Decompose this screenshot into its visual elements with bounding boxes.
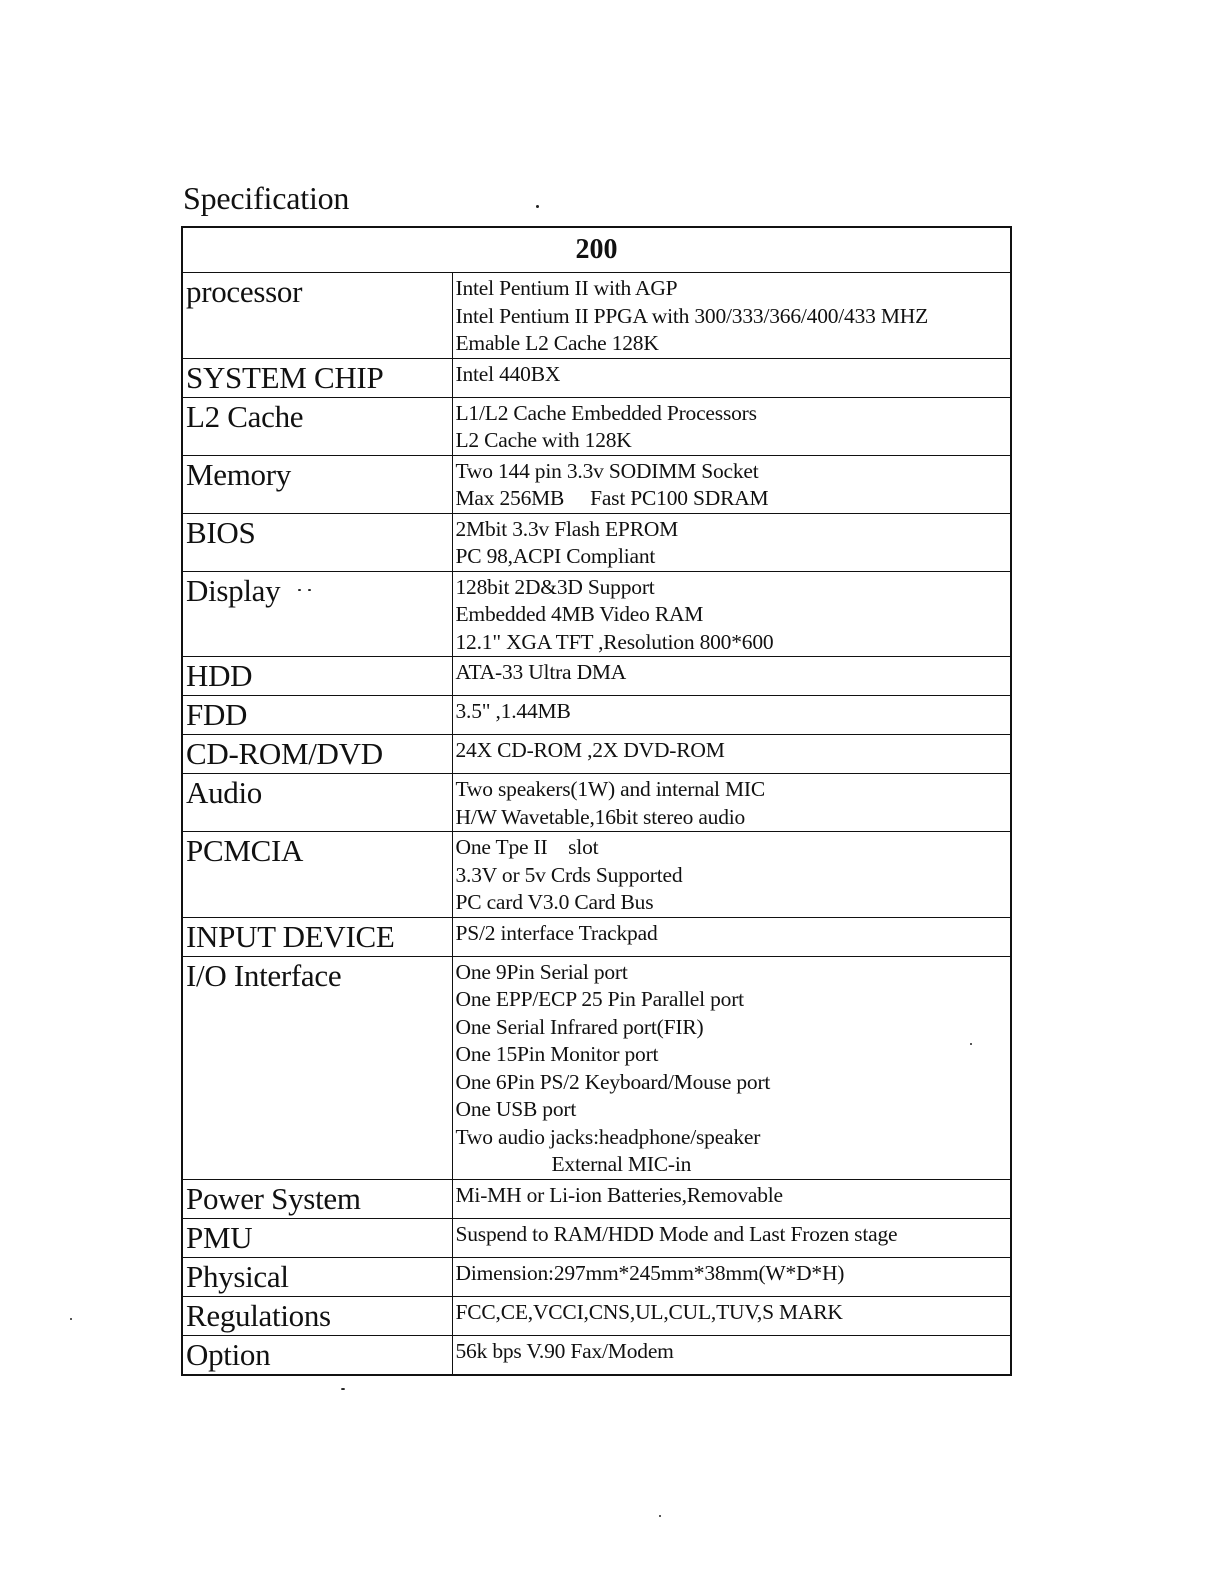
table-row (182, 571, 1011, 657)
row-label: FDD (182, 696, 452, 735)
row-value (452, 273, 1011, 359)
table-row (182, 273, 1011, 359)
value-line: 24X CD-ROM ,2X DVD-ROM (455, 738, 725, 762)
value-line: Emable L2 Cache 128K (455, 331, 659, 355)
spec-table (181, 226, 1012, 1376)
value-line: One Tpe II slot (455, 835, 599, 859)
table-row (182, 774, 1011, 832)
row-value (452, 696, 1011, 735)
value-line: 3.3V or 5v Crds Supported (455, 862, 683, 887)
row-value (452, 832, 1011, 918)
value-line: L2 Cache with 128K (455, 428, 632, 452)
row-value (452, 358, 1011, 397)
row-label: Audio (182, 774, 452, 832)
row-label: Display (182, 571, 452, 657)
scan-speck (70, 1318, 72, 1320)
row-label: HDD (182, 657, 452, 696)
row-label: L2 Cache (182, 397, 452, 455)
scan-speck (341, 1388, 345, 1390)
value-line: 2Mbit 3.3v Flash EPROM (455, 516, 679, 541)
table-row (182, 1296, 1011, 1335)
value-line: 56k bps V.90 Fax/Modem (455, 1338, 674, 1363)
row-label: PCMCIA (182, 832, 452, 918)
value-line: 12.1" XGA TFT ,Resolution 800*600 (455, 629, 774, 654)
row-value (452, 455, 1011, 513)
row-label: Regulations (182, 1296, 452, 1335)
value-line: One EPP/ECP 25 Pin Parallel port (455, 987, 744, 1011)
value-line: Two 144 pin 3.3v SODIMM Socket (455, 458, 759, 483)
row-value (452, 735, 1011, 774)
scan-speck (659, 1515, 661, 1517)
value-line: PC 98,ACPI Compliant (455, 544, 656, 568)
row-value (452, 513, 1011, 571)
row-value (452, 571, 1011, 657)
row-label: CD-ROM/DVD (182, 735, 452, 774)
table-header-row (182, 227, 1011, 273)
table-header: 200 (182, 227, 1011, 273)
row-value (452, 917, 1011, 956)
table-row (182, 1335, 1011, 1375)
table-row (182, 956, 1011, 1179)
row-value (452, 1296, 1011, 1335)
row-label: Option (182, 1335, 452, 1375)
row-value (452, 1257, 1011, 1296)
row-label: BIOS (182, 513, 452, 571)
table-row (182, 358, 1011, 397)
value-line: Mi-MH or Li-ion Batteries,Removable (455, 1182, 783, 1207)
table-row (182, 1257, 1011, 1296)
row-label: Power System (182, 1179, 452, 1218)
row-label: Memory (182, 455, 452, 513)
row-value (452, 956, 1011, 1179)
row-label: INPUT DEVICE (182, 917, 452, 956)
value-line: One USB port (455, 1097, 577, 1121)
table-row (182, 657, 1011, 696)
row-label: processor (182, 273, 452, 359)
value-line: One 15Pin Monitor port (455, 1042, 659, 1066)
value-line: L1/L2 Cache Embedded Processors (455, 400, 757, 425)
value-line: Two speakers(1W) and internal MIC (455, 777, 766, 801)
table-row (182, 455, 1011, 513)
value-line: One Serial Infrared port(FIR) (455, 1014, 704, 1039)
row-value (452, 397, 1011, 455)
value-line: Max 256MB Fast PC100 SDRAM (455, 486, 769, 510)
spec-body (182, 273, 1011, 1375)
value-line: Intel 440BX (455, 361, 561, 386)
value-line: External MIC-in (551, 1152, 692, 1176)
value-line: FCC,CE,VCCI,CNS,UL,CUL,TUV,S MARK (455, 1299, 843, 1324)
table-row (182, 1218, 1011, 1257)
value-line: One 9Pin Serial port (455, 959, 628, 984)
value-line: ATA-33 Ultra DMA (455, 660, 627, 684)
value-line: Embedded 4MB Video RAM (455, 602, 704, 626)
row-value (452, 1218, 1011, 1257)
row-label: SYSTEM CHIP (182, 358, 452, 397)
value-line: Intel Pentium II PPGA with 300/333/366/400/433 MHZ (455, 303, 929, 328)
row-value (452, 1335, 1011, 1375)
row-value (452, 657, 1011, 696)
table-row (182, 917, 1011, 956)
row-label: PMU (182, 1218, 452, 1257)
row-value (452, 1179, 1011, 1218)
document-title: Specification (183, 180, 350, 216)
table-row (182, 397, 1011, 455)
value-line: 3.5" ,1.44MB (455, 699, 571, 723)
value-line: Two audio jacks:headphone/speaker (455, 1124, 761, 1149)
value-line: 128bit 2D&3D Support (455, 574, 655, 599)
scan-speck (536, 205, 539, 208)
row-label: I/O Interface (182, 956, 452, 1179)
table-row (182, 513, 1011, 571)
value-line: H/W Wavetable,16bit stereo audio (455, 804, 746, 829)
value-line: Intel Pentium II with AGP (455, 276, 678, 300)
row-label: Physical (182, 1257, 452, 1296)
value-line: PS/2 interface Trackpad (455, 920, 658, 945)
table-row (182, 832, 1011, 918)
table-row (182, 735, 1011, 774)
value-line: Suspend to RAM/HDD Mode and Last Frozen stage (455, 1221, 898, 1246)
value-line: One 6Pin PS/2 Keyboard/Mouse port (455, 1069, 771, 1094)
value-line: Dimension:297mm*245mm*38mm(W*D*H) (455, 1260, 845, 1285)
table-row (182, 696, 1011, 735)
row-value (452, 774, 1011, 832)
table-row (182, 1179, 1011, 1218)
value-line: PC card V3.0 Card Bus (455, 890, 654, 914)
